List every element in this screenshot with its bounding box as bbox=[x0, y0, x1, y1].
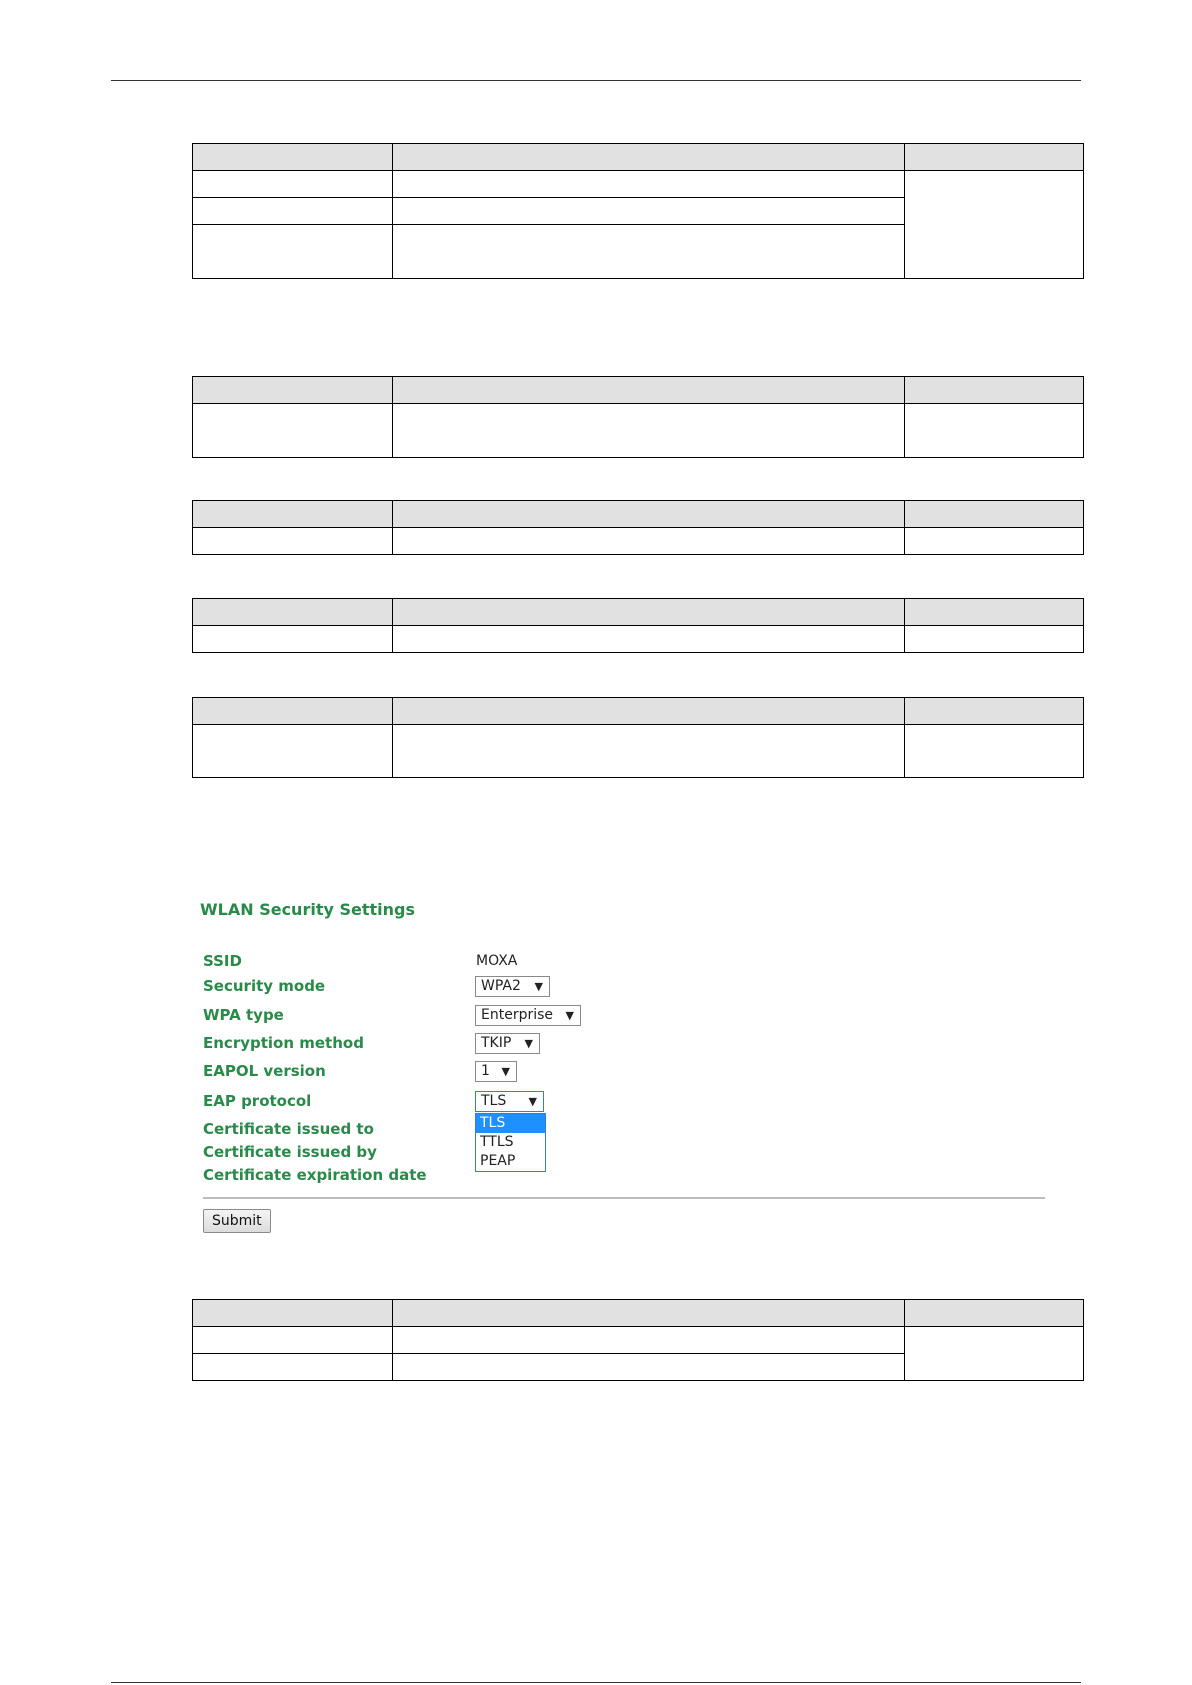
chevron-down-icon: ▼ bbox=[524, 1037, 533, 1050]
cert-issued-to-label: Certificate issued to bbox=[203, 1120, 374, 1138]
wlan-security-panel bbox=[200, 900, 1050, 1240]
eapol-version-select[interactable] bbox=[475, 1061, 517, 1082]
doc-table-2 bbox=[192, 376, 1084, 458]
eap-option-peap[interactable]: PEAP bbox=[480, 1153, 516, 1169]
doc-table-4 bbox=[192, 598, 1084, 653]
submit-button[interactable]: Submit bbox=[203, 1209, 271, 1233]
table-row bbox=[193, 171, 1084, 198]
cert-expiration-label: Certificate expiration date bbox=[203, 1166, 427, 1184]
ssid-value: MOXA bbox=[476, 953, 518, 969]
table-header-row bbox=[193, 698, 1084, 725]
wpa-type-value: Enterprise bbox=[481, 1007, 554, 1023]
eap-protocol-value: TLS bbox=[481, 1093, 507, 1109]
table-header-row bbox=[193, 377, 1084, 404]
ssid-label: SSID bbox=[203, 952, 242, 970]
form-divider bbox=[203, 1197, 1045, 1199]
table-header-row bbox=[193, 1300, 1084, 1327]
eap-option-tls[interactable]: TLS bbox=[476, 1114, 545, 1133]
security-mode-select[interactable] bbox=[475, 976, 550, 997]
panel-title: WLAN Security Settings bbox=[200, 900, 415, 919]
doc-table-5 bbox=[192, 697, 1084, 778]
eapol-version-label: EAPOL version bbox=[203, 1062, 326, 1080]
cert-issued-by-label: Certificate issued by bbox=[203, 1143, 377, 1161]
doc-table-6 bbox=[192, 1299, 1084, 1381]
eap-protocol-select[interactable] bbox=[475, 1091, 544, 1112]
encryption-method-label: Encryption method bbox=[203, 1034, 364, 1052]
chevron-down-icon: ▼ bbox=[528, 1095, 537, 1108]
eap-protocol-label: EAP protocol bbox=[203, 1092, 312, 1110]
eapol-version-value: 1 bbox=[481, 1063, 490, 1079]
security-mode-value: WPA2 bbox=[481, 978, 521, 994]
table-row bbox=[193, 528, 1084, 555]
doc-table-1 bbox=[192, 143, 1084, 279]
table-row bbox=[193, 404, 1084, 458]
table-row bbox=[193, 725, 1084, 778]
table-header-row bbox=[193, 501, 1084, 528]
table-row bbox=[193, 1327, 1084, 1354]
table-header-row bbox=[193, 144, 1084, 171]
encryption-method-value: TKIP bbox=[481, 1035, 512, 1051]
encryption-method-select[interactable] bbox=[475, 1033, 540, 1054]
chevron-down-icon: ▼ bbox=[565, 1009, 574, 1022]
security-mode-label: Security mode bbox=[203, 977, 326, 995]
wpa-type-label: WPA type bbox=[203, 1006, 284, 1024]
chevron-down-icon: ▼ bbox=[501, 1065, 510, 1078]
header-rule bbox=[111, 80, 1081, 81]
footer-rule bbox=[111, 1682, 1081, 1683]
eap-option-ttls[interactable]: TTLS bbox=[480, 1134, 514, 1150]
chevron-down-icon: ▼ bbox=[534, 980, 543, 993]
wpa-type-select[interactable] bbox=[475, 1005, 581, 1026]
doc-table-3 bbox=[192, 500, 1084, 555]
table-header-row bbox=[193, 599, 1084, 626]
table-row bbox=[193, 626, 1084, 653]
eap-protocol-dropdown bbox=[475, 1113, 546, 1172]
